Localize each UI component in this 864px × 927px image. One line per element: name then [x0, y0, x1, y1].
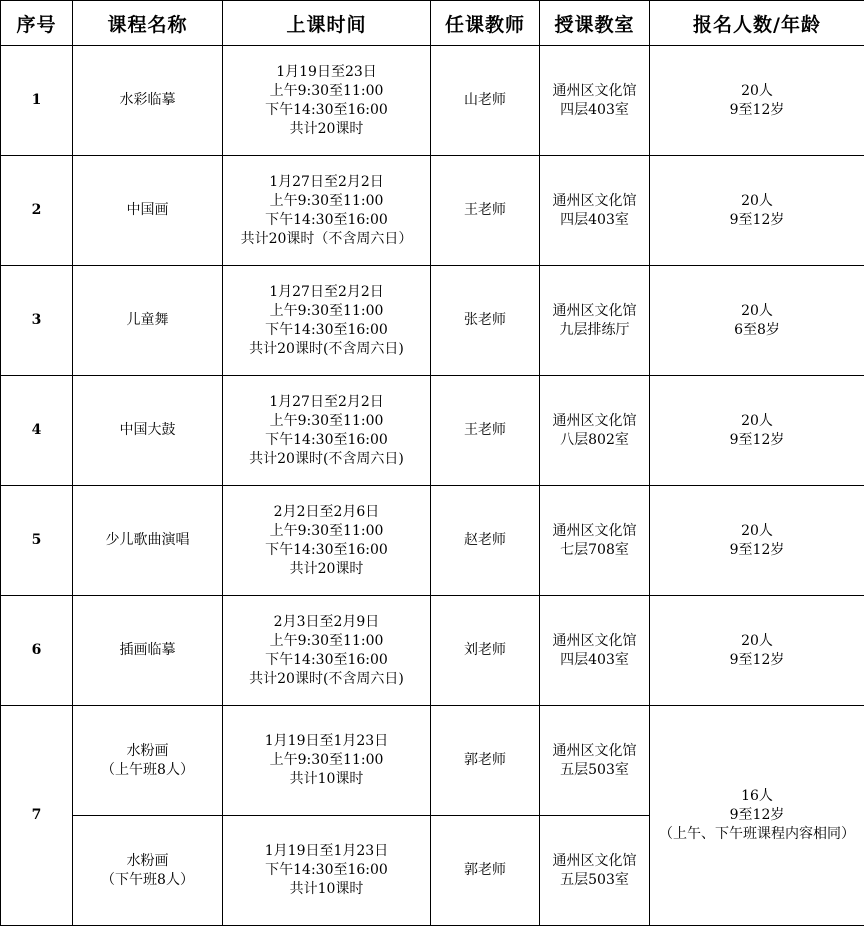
header-row [1, 1, 864, 46]
room-number: 八层802室 [560, 431, 629, 448]
morning-session: 上午9:30至11:00 [269, 752, 384, 768]
course-name-cell [73, 266, 223, 376]
header-classroom: 授课教室 [540, 1, 650, 46]
capacity-age-cell [650, 46, 864, 156]
age-range: 9至12岁 [729, 651, 785, 668]
class-time-cell [223, 156, 431, 266]
header-teacher: 任课教师 [431, 1, 540, 46]
row-index: 1 [1, 46, 73, 156]
row-index: 2 [1, 156, 73, 266]
classroom-cell [540, 376, 650, 486]
capacity: 20人 [741, 412, 773, 429]
venue: 通州区文化馆 [552, 742, 637, 759]
course-name-cell [73, 816, 223, 926]
course-name: 少儿歌曲演唱 [105, 532, 190, 548]
teacher-cell: 王老师 [431, 376, 540, 486]
total-hours: 共计20课时(不含周六日) [249, 340, 404, 357]
date-range: 1月19日至1月23日 [264, 843, 389, 859]
header-index: 序号 [1, 1, 73, 46]
venue: 通州区文化馆 [552, 82, 637, 99]
course-name: 儿童舞 [126, 312, 169, 328]
class-time-cell [223, 46, 431, 156]
teacher-cell: 张老师 [431, 266, 540, 376]
room-number: 四层403室 [560, 101, 629, 118]
afternoon-session: 下午14:30至16:00 [265, 651, 388, 668]
table-row [1, 46, 864, 156]
class-time-cell [223, 486, 431, 596]
class-time-cell [223, 376, 431, 486]
capacity-age-cell [650, 376, 864, 486]
capacity: 20人 [741, 632, 773, 649]
total-hours: 共计20课时 [289, 120, 364, 137]
table-row [1, 706, 864, 816]
classroom-cell [540, 266, 650, 376]
course-name-cell [73, 486, 223, 596]
afternoon-session: 下午14:30至16:00 [265, 101, 388, 118]
classroom-cell [540, 46, 650, 156]
morning-session: 上午9:30至11:00 [269, 302, 384, 319]
date-range: 1月27日至2月2日 [269, 173, 384, 190]
classroom-cell [540, 816, 650, 926]
capacity-age-cell [650, 266, 864, 376]
course-name: 中国大鼓 [119, 422, 176, 438]
course-name: 水粉画 [126, 852, 169, 869]
age-range: 9至12岁 [729, 541, 785, 558]
course-name: 水彩临摹 [119, 92, 176, 108]
venue: 通州区文化馆 [552, 412, 637, 429]
course-name-cell [73, 706, 223, 816]
header-course-name: 课程名称 [73, 1, 223, 46]
date-range: 2月2日至2月6日 [273, 503, 380, 520]
room-number: 五层503室 [560, 871, 629, 888]
room-number: 四层403室 [560, 211, 629, 228]
teacher-cell: 王老师 [431, 156, 540, 266]
classroom-cell [540, 486, 650, 596]
total-hours: 共计20课时 [289, 560, 364, 577]
capacity-age-cell [650, 596, 864, 706]
table-row [1, 486, 864, 596]
date-range: 1月19日至23日 [276, 63, 377, 80]
age-range: 6至8岁 [734, 321, 780, 338]
morning-session: 上午9:30至11:00 [269, 82, 384, 99]
room-number: 九层排练厅 [559, 321, 630, 338]
teacher-cell: 刘老师 [431, 596, 540, 706]
class-time-cell [223, 816, 431, 926]
morning-session: 上午9:30至11:00 [269, 412, 384, 429]
venue: 通州区文化馆 [552, 192, 637, 209]
class-group: （下午班8人） [101, 871, 194, 888]
course-name-cell [73, 596, 223, 706]
venue: 通州区文化馆 [552, 632, 637, 649]
classroom-cell [540, 596, 650, 706]
room-number: 四层403室 [560, 651, 629, 668]
table-row [1, 596, 864, 706]
header-capacity-age: 报名人数/年龄 [650, 1, 864, 46]
date-range: 1月27日至2月2日 [269, 393, 384, 410]
venue: 通州区文化馆 [552, 522, 637, 539]
afternoon-session: 下午14:30至16:00 [265, 541, 388, 558]
class-group: （上午班8人） [101, 761, 194, 778]
date-range: 1月19日至1月23日 [264, 733, 389, 749]
age-range: 9至12岁 [729, 101, 785, 118]
capacity-age-cell [650, 706, 864, 926]
class-time-cell [223, 596, 431, 706]
capacity: 20人 [741, 522, 773, 539]
morning-session: 上午9:30至11:00 [269, 522, 384, 539]
classroom-cell [540, 156, 650, 266]
room-number: 七层708室 [560, 541, 629, 558]
morning-session: 上午9:30至11:00 [269, 632, 384, 649]
total-hours: 共计20课时(不含周六日) [249, 450, 404, 467]
total-hours: 共计10课时 [289, 771, 364, 787]
table-row [1, 156, 864, 266]
teacher-cell: 郭老师 [431, 816, 540, 926]
table-row [1, 376, 864, 486]
capacity: 20人 [741, 302, 773, 319]
capacity-age-cell [650, 156, 864, 266]
row-index: 3 [1, 266, 73, 376]
age-range: 9至12岁 [729, 807, 785, 823]
course-name: 水粉画 [126, 742, 169, 759]
venue: 通州区文化馆 [552, 852, 637, 869]
teacher-cell: 山老师 [431, 46, 540, 156]
afternoon-session: 下午14:30至16:00 [265, 862, 388, 878]
venue: 通州区文化馆 [552, 302, 637, 319]
class-time-cell [223, 266, 431, 376]
classroom-cell [540, 706, 650, 816]
course-name: 中国画 [126, 202, 169, 218]
afternoon-session: 下午14:30至16:00 [265, 431, 388, 448]
date-range: 1月27日至2月2日 [269, 283, 384, 300]
afternoon-session: 下午14:30至16:00 [265, 211, 388, 228]
row-index: 6 [1, 596, 73, 706]
total-hours: 共计20课时（不含周六日） [240, 230, 413, 247]
capacity-age-cell [650, 486, 864, 596]
teacher-cell: 赵老师 [431, 486, 540, 596]
capacity-note: （上午、下午班课程内容相同） [659, 826, 855, 842]
row-index: 5 [1, 486, 73, 596]
teacher-cell: 郭老师 [431, 706, 540, 816]
age-range: 9至12岁 [729, 431, 785, 448]
table-row [1, 266, 864, 376]
total-hours: 共计20课时(不含周六日) [249, 670, 404, 687]
header-class-time: 上课时间 [223, 1, 431, 46]
afternoon-session: 下午14:30至16:00 [265, 321, 388, 338]
capacity: 16人 [741, 788, 773, 804]
total-hours: 共计10课时 [289, 881, 364, 897]
class-time-cell [223, 706, 431, 816]
course-name-cell [73, 376, 223, 486]
course-name: 插画临摹 [119, 642, 176, 658]
date-range: 2月3日至2月9日 [273, 613, 380, 630]
capacity: 20人 [741, 82, 773, 99]
row-index: 7 [1, 706, 73, 926]
morning-session: 上午9:30至11:00 [269, 192, 384, 209]
age-range: 9至12岁 [729, 211, 785, 228]
room-number: 五层503室 [560, 761, 629, 778]
course-name-cell [73, 46, 223, 156]
row-index: 4 [1, 376, 73, 486]
course-name-cell [73, 156, 223, 266]
capacity: 20人 [741, 192, 773, 209]
